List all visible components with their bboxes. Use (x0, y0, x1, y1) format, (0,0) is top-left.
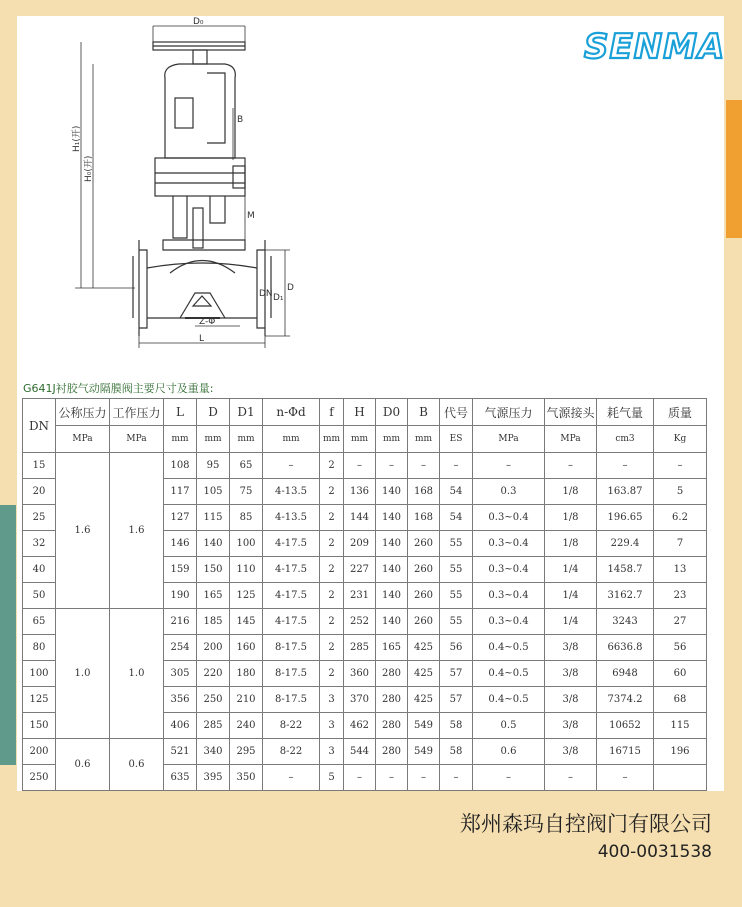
dim-h0: H₀(开) (84, 155, 94, 182)
table-cell: 8-22 (263, 713, 320, 739)
table-cell: – (597, 453, 654, 479)
header-cell: D1 (230, 399, 263, 426)
table-cell: 1/4 (545, 583, 597, 609)
table-cell: 50 (23, 583, 56, 609)
table-cell: – (263, 453, 320, 479)
table-cell: – (473, 765, 545, 791)
table-cell: 85 (230, 505, 263, 531)
header-cell: 代号 (440, 399, 473, 426)
table-cell: 55 (440, 531, 473, 557)
header-cell: L (164, 399, 197, 426)
table-cell: 254 (164, 635, 197, 661)
table-cell: 8-17.5 (263, 635, 320, 661)
table-cell: 140 (376, 583, 408, 609)
header-cell: D0 (376, 399, 408, 426)
table-cell: 240 (230, 713, 263, 739)
table-cell: 8-17.5 (263, 661, 320, 687)
table-cell: 209 (344, 531, 376, 557)
table-cell: 110 (230, 557, 263, 583)
unit-cell: Kg (654, 426, 707, 453)
table-cell: 27 (654, 609, 707, 635)
table-cell: 4-13.5 (263, 479, 320, 505)
table-cell: – (440, 453, 473, 479)
valve-drawing (72, 17, 365, 353)
table-cell: 544 (344, 739, 376, 765)
header-cell: 气源接头 (545, 399, 597, 426)
table-cell: 0.4~0.5 (473, 661, 545, 687)
table-cell: 0.3~0.4 (473, 609, 545, 635)
table-cell: 4-17.5 (263, 583, 320, 609)
table-cell: 150 (23, 713, 56, 739)
table-cell: 3162.7 (597, 583, 654, 609)
table-cell: – (263, 765, 320, 791)
header-cell: f (320, 399, 344, 426)
nominal-pressure-cell: 0.6 (56, 739, 110, 791)
table-cell: – (344, 765, 376, 791)
table-cell (654, 765, 707, 791)
table-cell: 200 (197, 635, 230, 661)
table-cell: 165 (376, 635, 408, 661)
table-cell: 0.3 (473, 479, 545, 505)
table-cell: – (408, 453, 440, 479)
table-cell: – (597, 765, 654, 791)
table-cell: – (545, 453, 597, 479)
table-cell: 350 (230, 765, 263, 791)
nominal-pressure-cell: 1.6 (56, 453, 110, 609)
table-cell: 220 (197, 661, 230, 687)
table-cell: 108 (164, 453, 197, 479)
unit-cell: cm3 (597, 426, 654, 453)
unit-cell: mm (164, 426, 197, 453)
table-cell: 140 (376, 505, 408, 531)
table-cell: 165 (197, 583, 230, 609)
table-cell: 521 (164, 739, 197, 765)
table-cell: 425 (408, 661, 440, 687)
unit-row (23, 426, 707, 453)
unit-cell: mm (263, 426, 320, 453)
table-cell: 0.3~0.4 (473, 557, 545, 583)
table-cell: 260 (408, 583, 440, 609)
table-cell: 285 (197, 713, 230, 739)
spec-table-body (23, 453, 707, 791)
table-cell: 58 (440, 713, 473, 739)
table-cell: – (654, 453, 707, 479)
table-cell: 57 (440, 661, 473, 687)
table-cell: 295 (230, 739, 263, 765)
table-cell: – (408, 765, 440, 791)
table-cell: 185 (197, 609, 230, 635)
table-cell: 100 (230, 531, 263, 557)
table-cell: 95 (197, 453, 230, 479)
table-cell: 54 (440, 505, 473, 531)
unit-cell: MPa (56, 426, 110, 453)
table-cell: 57 (440, 687, 473, 713)
unit-cell: MPa (110, 426, 164, 453)
table-cell: 425 (408, 687, 440, 713)
decorative-bar-left (0, 505, 16, 765)
table-cell: 140 (376, 531, 408, 557)
table-cell: – (440, 765, 473, 791)
table-cell: 125 (23, 687, 56, 713)
table-cell: 260 (408, 557, 440, 583)
table-cell: 5 (320, 765, 344, 791)
table-cell: 0.3~0.4 (473, 583, 545, 609)
dim-dn: DN (259, 289, 273, 299)
table-cell: 6948 (597, 661, 654, 687)
table-cell: 1/8 (545, 505, 597, 531)
unit-cell: mm (320, 426, 344, 453)
table-cell: 2 (320, 505, 344, 531)
table-cell: 216 (164, 609, 197, 635)
table-cell: 305 (164, 661, 197, 687)
table-cell: 7374.2 (597, 687, 654, 713)
unit-cell: MPa (473, 426, 545, 453)
table-cell: 200 (23, 739, 56, 765)
table-cell: 0.5 (473, 713, 545, 739)
table-title: G641J衬胶气动隔膜阀主要尺寸及重量: (23, 382, 214, 395)
header-cell: n-Φd (263, 399, 320, 426)
table-cell: 163.87 (597, 479, 654, 505)
table-cell: 340 (197, 739, 230, 765)
table-cell: 55 (440, 557, 473, 583)
table-cell: 1/8 (545, 479, 597, 505)
table-cell: 60 (654, 661, 707, 687)
table-cell: 4-17.5 (263, 609, 320, 635)
table-cell: 23 (654, 583, 707, 609)
table-cell: 462 (344, 713, 376, 739)
table-cell: 1458.7 (597, 557, 654, 583)
table-cell: 54 (440, 479, 473, 505)
table-row (23, 609, 707, 635)
table-cell: 3/8 (545, 661, 597, 687)
table-cell: 115 (197, 505, 230, 531)
table-cell: 4-17.5 (263, 531, 320, 557)
table-cell: 0.3~0.4 (473, 505, 545, 531)
table-cell: 2 (320, 661, 344, 687)
unit-cell: mm (408, 426, 440, 453)
header-cell: H (344, 399, 376, 426)
table-cell: 360 (344, 661, 376, 687)
table-cell: 56 (654, 635, 707, 661)
table-cell: 2 (320, 583, 344, 609)
header-cell: 质量 (654, 399, 707, 426)
table-cell: 0.3~0.4 (473, 531, 545, 557)
table-row (23, 453, 707, 479)
table-cell: – (376, 765, 408, 791)
table-cell: 16715 (597, 739, 654, 765)
header-cell: D (197, 399, 230, 426)
table-cell: 1/4 (545, 609, 597, 635)
table-cell: 65 (23, 609, 56, 635)
table-cell: 1/4 (545, 557, 597, 583)
table-cell: 56 (440, 635, 473, 661)
table-cell: 150 (197, 557, 230, 583)
spec-table (22, 398, 707, 791)
table-cell: 6.2 (654, 505, 707, 531)
table-cell: 210 (230, 687, 263, 713)
table-cell: 160 (230, 635, 263, 661)
dim-d1: D₁ (273, 293, 284, 303)
dim-z: Z-Φ (199, 317, 216, 327)
company-name: 郑州森玛自控阀门有限公司 (460, 812, 712, 836)
unit-cell: mm (197, 426, 230, 453)
table-cell: 3 (320, 739, 344, 765)
table-cell: 549 (408, 739, 440, 765)
senma-logo (582, 24, 726, 67)
table-cell: 136 (344, 479, 376, 505)
dim-m: M (247, 211, 255, 221)
table-cell: 2 (320, 609, 344, 635)
table-cell: 2 (320, 635, 344, 661)
table-cell: 250 (23, 765, 56, 791)
table-cell: 40 (23, 557, 56, 583)
dim-l: L (199, 334, 205, 344)
dim-d0: D₀ (193, 17, 204, 27)
table-cell: 168 (408, 505, 440, 531)
table-cell: 13 (654, 557, 707, 583)
table-cell: 180 (230, 661, 263, 687)
table-cell: 7 (654, 531, 707, 557)
table-cell: 2 (320, 557, 344, 583)
table-cell: 32 (23, 531, 56, 557)
table-cell: 75 (230, 479, 263, 505)
header-cell: DN (23, 399, 56, 453)
table-cell: 2 (320, 479, 344, 505)
table-cell: 425 (408, 635, 440, 661)
table-cell: 0.6 (473, 739, 545, 765)
table-cell: 3 (320, 713, 344, 739)
table-cell: 196.65 (597, 505, 654, 531)
table-cell: 252 (344, 609, 376, 635)
unit-cell: MPa (545, 426, 597, 453)
table-cell: 58 (440, 739, 473, 765)
table-cell: 635 (164, 765, 197, 791)
table-cell: 260 (408, 531, 440, 557)
table-cell: 15 (23, 453, 56, 479)
working-pressure-cell: 1.0 (110, 609, 164, 739)
dim-b: B (237, 115, 244, 125)
table-cell: 370 (344, 687, 376, 713)
table-cell: 231 (344, 583, 376, 609)
table-cell: 125 (230, 583, 263, 609)
table-cell: 280 (376, 687, 408, 713)
table-cell: 229.4 (597, 531, 654, 557)
phone-number: 400-0031538 (597, 842, 712, 862)
table-cell: 140 (376, 479, 408, 505)
header-row (23, 399, 707, 426)
table-cell: 250 (197, 687, 230, 713)
table-cell: 280 (376, 661, 408, 687)
table-cell: 25 (23, 505, 56, 531)
table-cell: 280 (376, 739, 408, 765)
table-row (23, 739, 707, 765)
table-cell: 0.4~0.5 (473, 687, 545, 713)
table-cell: 140 (376, 609, 408, 635)
table-cell: 144 (344, 505, 376, 531)
table-cell: 280 (376, 713, 408, 739)
table-cell: 20 (23, 479, 56, 505)
table-cell: 140 (376, 557, 408, 583)
table-cell: 1/8 (545, 531, 597, 557)
table-cell: 168 (408, 479, 440, 505)
table-cell: 356 (164, 687, 197, 713)
table-cell: 8-17.5 (263, 687, 320, 713)
working-pressure-cell: 0.6 (110, 739, 164, 791)
table-cell: 159 (164, 557, 197, 583)
header-cell: 耗气量 (597, 399, 654, 426)
table-cell: 140 (197, 531, 230, 557)
table-cell: 3243 (597, 609, 654, 635)
table-cell: 100 (23, 661, 56, 687)
table-cell: 3/8 (545, 635, 597, 661)
table-cell: 3/8 (545, 739, 597, 765)
table-cell: 406 (164, 713, 197, 739)
table-cell: 105 (197, 479, 230, 505)
table-cell: 127 (164, 505, 197, 531)
table-cell: 65 (230, 453, 263, 479)
table-cell: 55 (440, 583, 473, 609)
table-cell: 4-17.5 (263, 557, 320, 583)
table-cell: 2 (320, 531, 344, 557)
unit-cell: mm (230, 426, 263, 453)
header-cell: 公称压力 (56, 399, 110, 426)
table-cell: 6636.8 (597, 635, 654, 661)
header-cell: B (408, 399, 440, 426)
table-cell: 117 (164, 479, 197, 505)
unit-cell: mm (376, 426, 408, 453)
table-cell: – (473, 453, 545, 479)
table-cell: 10652 (597, 713, 654, 739)
table-cell: 80 (23, 635, 56, 661)
table-cell: 3 (320, 687, 344, 713)
table-cell: 5 (654, 479, 707, 505)
table-cell: 8-22 (263, 739, 320, 765)
table-cell: – (344, 453, 376, 479)
table-cell: 146 (164, 531, 197, 557)
table-cell: 0.4~0.5 (473, 635, 545, 661)
table-cell: 190 (164, 583, 197, 609)
dim-h1: H₁(开) (72, 125, 82, 152)
unit-cell: ES (440, 426, 473, 453)
working-pressure-cell: 1.6 (110, 453, 164, 609)
dim-d: D (287, 283, 294, 293)
logo-text: SENMA (584, 27, 726, 67)
table-cell: 3/8 (545, 713, 597, 739)
header-cell: 工作压力 (110, 399, 164, 426)
decorative-bar-right (726, 100, 742, 238)
table-cell: 115 (654, 713, 707, 739)
table-cell: 549 (408, 713, 440, 739)
unit-cell: mm (344, 426, 376, 453)
table-cell: 227 (344, 557, 376, 583)
nominal-pressure-cell: 1.0 (56, 609, 110, 739)
header-cell: 气源压力 (473, 399, 545, 426)
table-cell: 4-13.5 (263, 505, 320, 531)
table-cell: 395 (197, 765, 230, 791)
table-cell: 68 (654, 687, 707, 713)
table-cell: 3/8 (545, 687, 597, 713)
table-cell: – (545, 765, 597, 791)
table-cell: 260 (408, 609, 440, 635)
table-cell: – (376, 453, 408, 479)
table-cell: 2 (320, 453, 344, 479)
table-cell: 285 (344, 635, 376, 661)
table-cell: 196 (654, 739, 707, 765)
table-cell: 55 (440, 609, 473, 635)
table-cell: 145 (230, 609, 263, 635)
